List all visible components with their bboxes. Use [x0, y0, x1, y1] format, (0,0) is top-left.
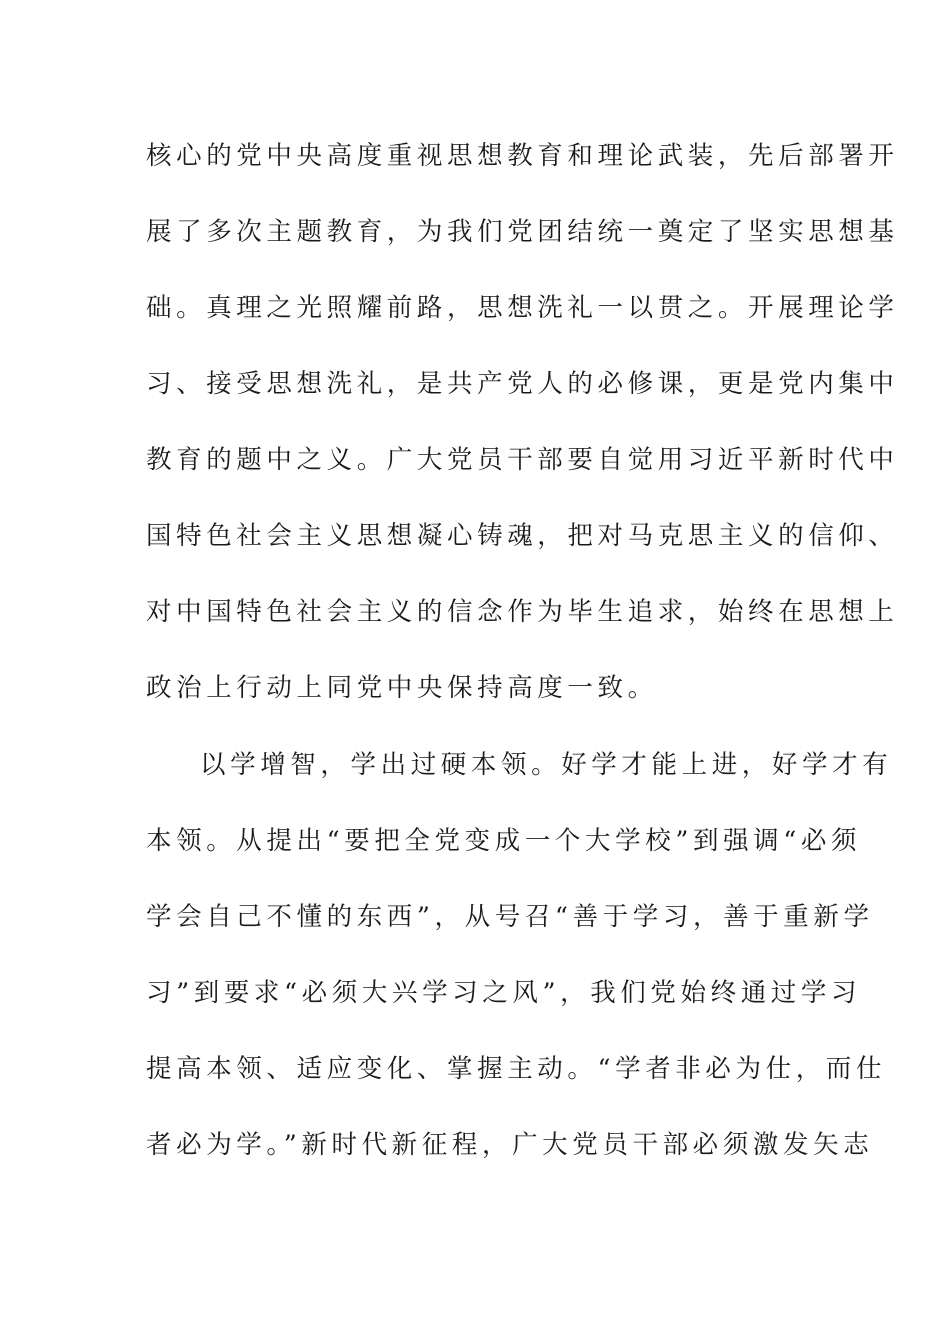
- paragraph-line: 教育的题中之义。广大党员干部要自觉用习近平新时代中: [146, 445, 899, 475]
- paragraph-line: 政治上行动上同党中央保持高度一致。: [146, 673, 658, 703]
- paragraph-line: 核心的党中央高度重视思想教育和理论武装，先后部署开: [146, 141, 899, 171]
- paragraph-line: 本领。从提出“要把全党变成一个大学校”到强调“必须: [146, 826, 862, 856]
- paragraph-line: 对中国特色社会主义的信念作为毕生追求，始终在思想上: [146, 597, 899, 627]
- paragraph-1: [146, 118, 899, 726]
- paragraph-line: 国特色社会主义思想凝心铸魂，把对马克思主义的信仰、: [146, 521, 899, 551]
- paragraph-line: 习”到要求“必须大兴学习之风”，我们党始终通过学习: [146, 978, 862, 1008]
- paragraph-line: 础。真理之光照耀前路，思想洗礼一以贯之。开展理论学: [146, 293, 899, 323]
- paragraph-2: [146, 727, 893, 1183]
- paragraph-line: 习、接受思想洗礼，是共产党人的必修课，更是党内集中: [146, 369, 899, 399]
- paragraph-line: 学会自己不懂的东西”，从号召“善于学习，善于重新学: [146, 902, 874, 932]
- paragraph-line: 者必为学。”新时代新征程，广大党员干部必须激发矢志: [146, 1130, 874, 1160]
- paragraph-line: 提高本领、适应变化、掌握主动。“学者非必为仕，而仕: [146, 1054, 887, 1084]
- paragraph-line: 展了多次主题教育，为我们党团结统一奠定了坚实思想基: [146, 217, 899, 247]
- paragraph-line: 以学增智，学出过硬本领。好学才能上进，好学才有: [200, 750, 893, 780]
